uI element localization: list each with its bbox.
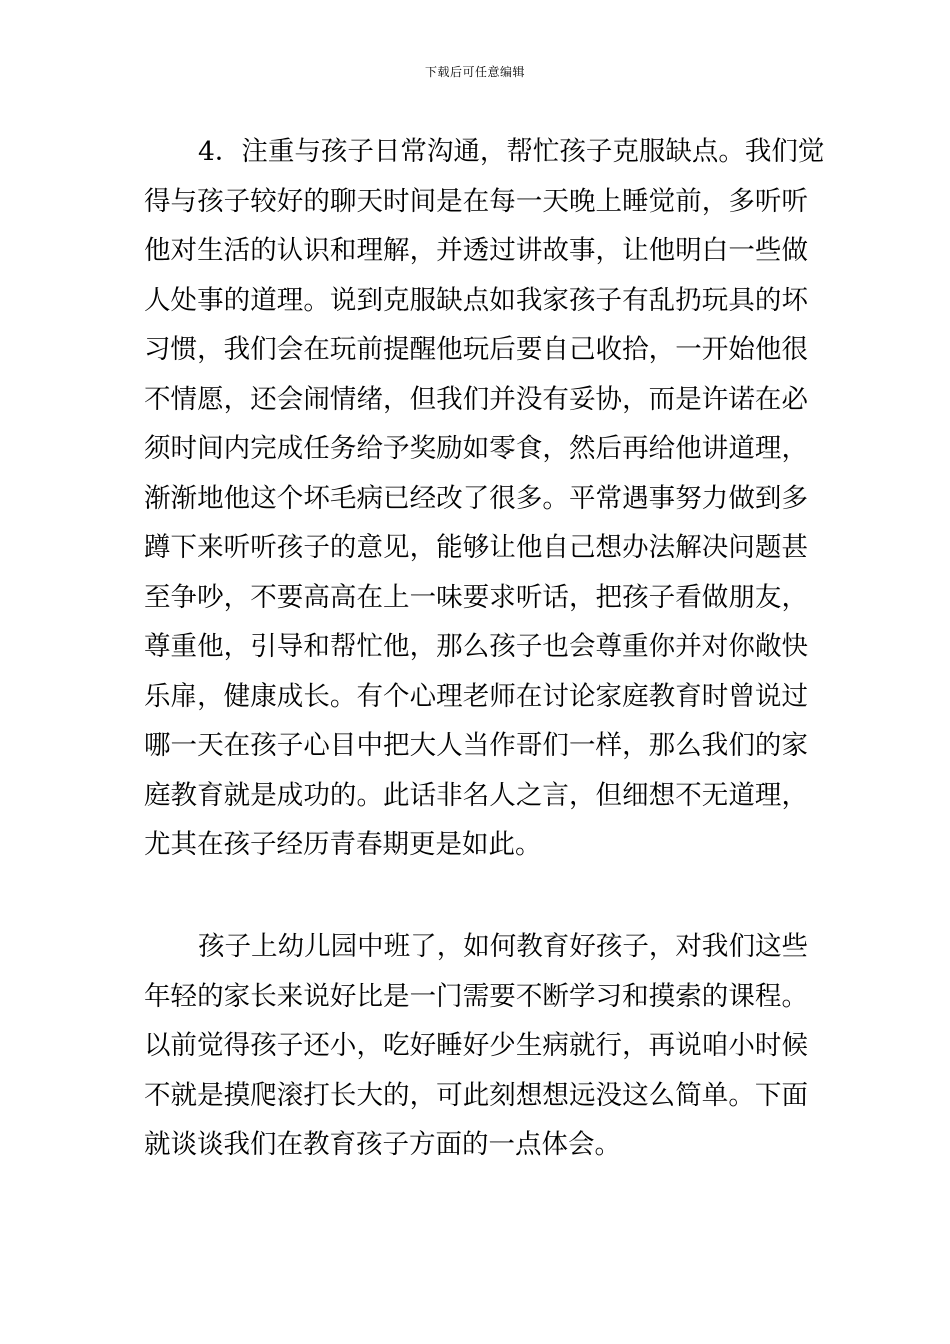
download-note: 下载后可任意编辑 [424, 65, 525, 79]
paragraph-line: 至争吵，不要高高在上一味要求听话，把孩子看做朋友， [144, 581, 808, 613]
paragraph-line: 不就是摸爬滚打长大的，可此刻想想远没这么简单。下面 [144, 1079, 808, 1111]
paragraph-line: 4．注重与孩子日常沟通，帮忙孩子克服缺点。我们觉 [198, 136, 825, 167]
paragraph-line: 人处事的道理。说到克服缺点如我家孩子有乱扔玩具的坏 [144, 284, 808, 316]
paragraph-line: 庭教育就是成功的。此话非名人之言，但细想不无道理， [144, 779, 808, 811]
paragraph-line: 渐渐地他这个坏毛病已经改了很多。平常遇事努力做到多 [144, 482, 808, 514]
paragraph-line: 年轻的家长来说好比是一门需要不断学习和摸索的课程。 [144, 980, 808, 1012]
paragraph-line: 须时间内完成任务给予奖励如零食，然后再给他讲道理， [144, 433, 808, 464]
paragraph-kindergarten [144, 922, 808, 1170]
paragraph-line: 乐扉，健康成长。有个心理老师在讨论家庭教育时曾说过 [144, 680, 808, 712]
paragraph-line: 孩子上幼儿园中班了，如何教育好孩子，对我们这些 [198, 931, 808, 962]
paragraph-line: 尤其在孩子经历青春期更是如此。 [144, 829, 542, 860]
paragraph-line: 尊重他，引导和帮忙他，那么孩子也会尊重你并对你敞快 [144, 631, 808, 662]
paragraph-line: 不情愿，还会闹情绪，但我们并没有妥协，而是许诺在必 [144, 383, 808, 415]
paragraph-line: 就谈谈我们在教育孩子方面的一点体会。 [144, 1129, 621, 1160]
paragraph-line: 得与孩子较好的聊天时间是在每一天晚上睡觉前，多听听 [144, 185, 808, 217]
paragraph-line: 蹲下来听听孩子的意见，能够让他自己想办法解决问题甚 [144, 532, 808, 563]
paragraph-line: 以前觉得孩子还小，吃好睡好少生病就行，再说咱小时候 [144, 1030, 808, 1061]
paragraph-line: 他对生活的认识和理解，并透过讲故事，让他明白一些做 [144, 235, 808, 266]
paragraph-line: 哪一天在孩子心目中把大人当作哥们一样，那么我们的家 [144, 730, 808, 761]
paragraph-communication [144, 127, 825, 870]
paragraph-line: 习惯，我们会在玩前提醒他玩后要自己收拾，一开始他很 [144, 334, 808, 365]
